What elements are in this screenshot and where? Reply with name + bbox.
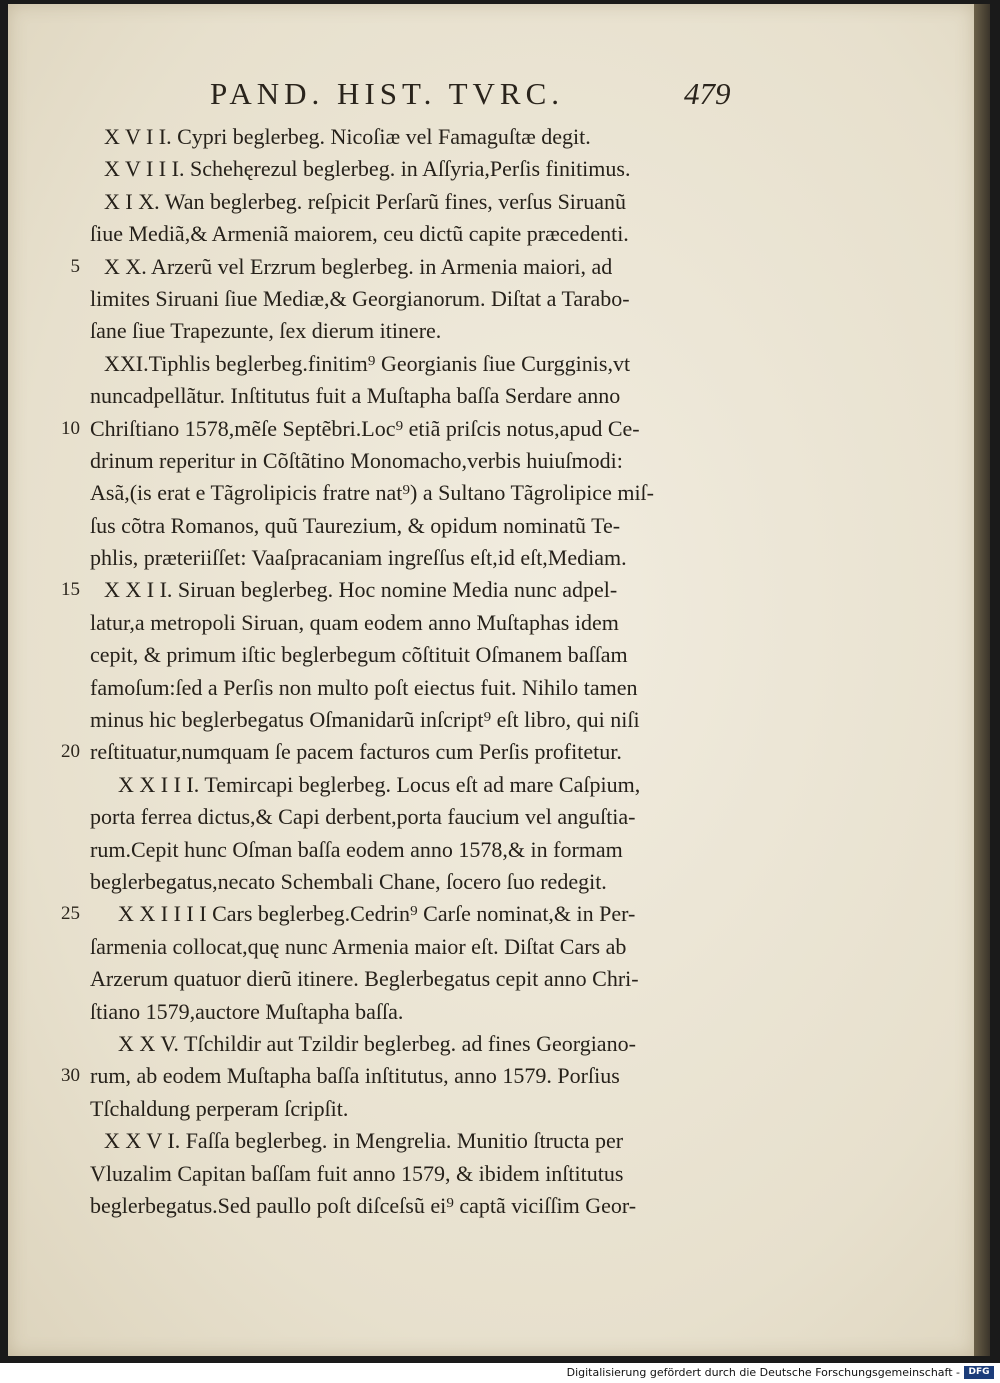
line-text: X X V I. Faſſa beglerbeg. in Mengrelia. Munitio ſtructa per [104,1128,624,1154]
line-text: X X. Arzerũ vel Erzrum beglerbeg. in Armenia maiori, ad [104,253,613,279]
line-text: ſtiano 1579,auctore Muſtapha baſſa. [90,998,404,1024]
line-text: ſane ſiue Trapezunte, ſex dierum itinere. [90,318,442,344]
text-line [90,510,770,542]
text-line [90,348,770,380]
line-text: ſarmenia collocat,quę nunc Armenia maior eſt. Diſtat Cars ab [90,933,627,959]
line-text: beglerbegatus,necato Schembali Chane, ſocero ſuo redegit. [90,868,607,894]
line-text: rum, ab eodem Muſtapha baſſa inſtitutus, anno 1579. Porſius [90,1063,620,1089]
line-text: X V I I. Cypri beglerbeg. Nicoſiæ vel Famaguſtæ degit. [104,124,591,149]
text-line [61,413,770,445]
text-line [90,931,770,963]
text-line [61,1060,770,1092]
text-block [61,121,770,1222]
line-number: 15 [61,579,80,601]
line-text: nuncadpellãtur. Inſtitutus fuit a Muſtapha baſſa Serdare anno [90,383,621,409]
line-text: rum.Cepit hunc Oſman baſſa eodem anno 1578,& in formam [90,836,623,862]
text-line [90,218,770,250]
line-text: XXI.Tiphlis beglerbeg.finitim⁹ Georgianis ſiue Curgginis,vt [104,350,631,376]
line-text: Asã,(is erat e Tãgrolipicis fratre nat⁹) a Sultano Tãgrolipice miſ- [90,480,654,506]
text-line [90,801,770,833]
line-text: drinum reperitur in Cõſtãtino Monomacho,verbis huiuſmodi: [90,447,623,473]
line-text: X V I I I. Schehęrezul beglerbeg. in Aſſyria,Perſis finitimus. [104,156,631,182]
line-text: Arzerum quatuor dierũ itinere. Beglerbegatus cepit anno Chri- [90,966,639,992]
text-line [90,315,770,347]
text-line [90,1158,770,1190]
book-page [8,4,974,1356]
text-line [90,607,770,639]
line-number: 5 [70,255,80,277]
text-line [90,445,770,477]
line-text: X X I I. Siruan beglerbeg. Hoc nomine Media nunc adpel- [104,577,618,603]
page-number: 479 [684,76,731,111]
line-text: cepit, & primum iſtic beglerbegum cõſtituit Oſmanem baſſam [90,642,628,668]
line-text: latur,a metropoli Siruan, quam eodem anno Muſtaphas idem [90,609,619,635]
page-edge [974,4,990,1356]
text-line [90,963,770,995]
line-number: 20 [61,741,80,763]
line-text: beglerbegatus.Sed paullo poſt diſceſsũ ei⁹ captã viciſſim Geor- [90,1192,637,1218]
line-number: 10 [61,417,80,439]
text-line [90,866,770,898]
line-number: 25 [61,903,80,925]
line-text: famoſum:ſed a Perſis non multo poſt eiectus fuit. Nihilo tamen [90,674,638,700]
text-line [90,1028,770,1060]
text-line [90,477,770,509]
text-line [90,639,770,671]
line-text: porta ferrea dictus,& Capi derbent,porta faucium vel anguſtia- [90,804,636,830]
text-line [90,769,770,801]
dfg-logo: DFG [964,1366,994,1379]
text-line [90,1125,770,1157]
text-line [90,672,770,704]
text-line [90,121,770,153]
text-line [70,251,770,283]
line-text: Vluzalim Capitan baſſam fuit anno 1579, & ibidem inſtitutus [90,1160,624,1186]
line-text: phlis, præteriiſſet: Vaaſpracaniam ingreſſus eſt,id eſt,Mediam. [90,545,627,571]
line-text: X I X. Wan beglerbeg. reſpicit Perſarũ fines, verſus Siruanũ [104,188,627,214]
line-text: minus hic beglerbegatus Oſmanidarũ inſcript⁹ eſt libro, qui niſi [90,707,640,733]
text-line [61,574,770,606]
text-line [90,996,770,1028]
text-line [90,153,770,185]
text-line [61,898,770,930]
line-text: X X V. Tſchildir aut Tzildir beglerbeg. ad fines Georgiano- [118,1030,636,1056]
text-line [90,186,770,218]
text-line [90,283,770,315]
line-text: ſus cõtra Romanos, quũ Taurezium, & opidum nominatũ Te- [90,512,621,538]
text-line [90,704,770,736]
line-number: 30 [61,1065,80,1087]
line-text: X X I I I I Cars beglerbeg.Cedrin⁹ Carſe nominat,& in Per- [118,901,636,927]
line-text: limites Siruani ſiue Mediæ,& Georgianorum. Diſtat a Tarabo- [90,285,630,311]
text-line [90,1190,770,1222]
page-header [8,76,974,116]
running-title: PAND. HIST. TVRC. [210,76,565,111]
text-line [90,1093,770,1125]
line-text: ſiue Mediã,& Armeniã maiorem, ceu dictũ capite præcedenti. [90,221,629,247]
line-text: Tſchaldung perperam ſcripſit. [90,1095,349,1121]
line-text: Chriſtiano 1578,mẽſe Septẽbri.Loc⁹ etiã priſcis notus,apud Ce- [90,415,640,441]
text-line [90,834,770,866]
footer-bar [0,1363,1000,1383]
line-text: X X I I I. Temircapi beglerbeg. Locus eſt ad mare Caſpium, [118,771,641,797]
funding-credit: Digitalisierung gefördert durch die Deutsche Forschungsgemeinschaft - [566,1366,960,1379]
line-text: reſtituatur,numquam ſe pacem facturos cum Perſis profitetur. [90,739,622,765]
text-line [90,380,770,412]
text-line [90,542,770,574]
text-line [61,736,770,768]
